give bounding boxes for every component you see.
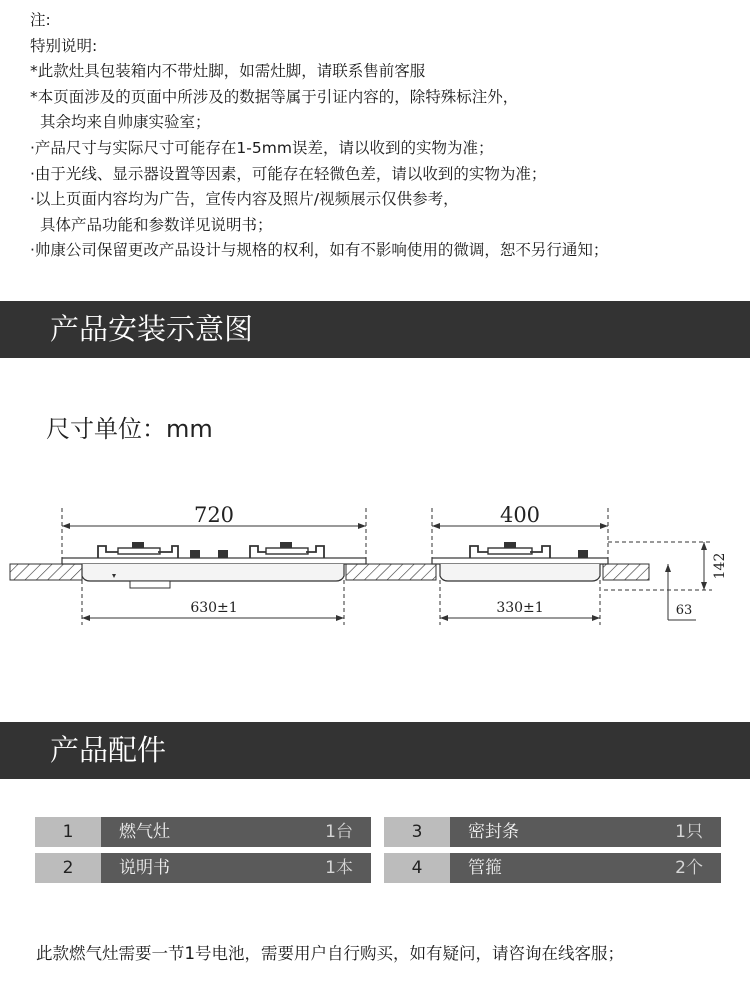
accessory-quantity: 1只 xyxy=(675,822,703,842)
note-line: 特别说明: xyxy=(30,36,98,55)
accessory-name: 说明书 xyxy=(119,858,170,878)
accessory-number: 2 xyxy=(35,853,101,883)
install-section-header: 产品安装示意图 xyxy=(0,301,750,358)
note-line: ·由于光线、显示器设置等因素，可能存在轻微色差，请以收到的实物为准； xyxy=(30,164,547,183)
unit-label: 尺寸单位：mm xyxy=(46,415,213,443)
note-line: ·帅康公司保留更改产品设计与规格的权利，如有不影响使用的微调，恕不另行通知； xyxy=(30,241,609,260)
accessory-quantity: 2个 xyxy=(675,858,703,878)
height-label: 142 xyxy=(712,552,728,580)
accessory-number: 1 xyxy=(35,817,101,847)
note-line: 具体产品功能和参数详见说明书； xyxy=(40,215,273,234)
accessory-name: 燃气灶 xyxy=(119,822,170,842)
left-cooktop xyxy=(62,542,366,588)
notes-block xyxy=(30,8,735,264)
accessory-row xyxy=(450,817,721,847)
accessory-row xyxy=(101,817,371,847)
left-cutout-label: 630±1 xyxy=(190,600,238,616)
note-line: ·以上页面内容均为广告，宣传内容及照片/视频展示仅供参考， xyxy=(30,190,459,209)
right-width-label: 400 xyxy=(499,503,541,527)
left-width-label: 720 xyxy=(193,503,235,527)
note-line: 注: xyxy=(30,11,51,29)
right-countertop xyxy=(603,564,649,580)
accessories-section-header: 产品配件 xyxy=(0,722,750,779)
accessory-number: 3 xyxy=(384,817,450,847)
right-cooktop xyxy=(432,542,608,581)
depth-label: 63 xyxy=(675,603,693,618)
note-line: *此款灶具包装箱内不带灶脚，如需灶脚，请联系售前客服 xyxy=(30,62,426,81)
note-line: *本页面涉及的页面中所涉及的数据等属于引证内容的，除特殊标注外， xyxy=(30,87,519,106)
installation-diagram xyxy=(0,480,750,680)
accessory-name: 管箍 xyxy=(468,858,502,878)
accessory-row xyxy=(450,853,721,883)
accessory-quantity: 1台 xyxy=(325,822,353,842)
battery-note: 此款燃气灶需要一节1号电池，需要用户自行购买，如有疑问，请咨询在线客服； xyxy=(36,944,624,963)
accessory-quantity: 1本 xyxy=(325,858,353,878)
right-cutout-label: 330±1 xyxy=(496,600,544,616)
accessory-row xyxy=(101,853,371,883)
note-line: 其余均来自帅康实验室； xyxy=(40,113,211,132)
note-line: ·产品尺寸与实际尺寸可能存在1-5mm误差，请以收到的实物为准； xyxy=(30,138,494,157)
accessory-number: 4 xyxy=(384,853,450,883)
accessory-name: 密封条 xyxy=(468,822,519,842)
